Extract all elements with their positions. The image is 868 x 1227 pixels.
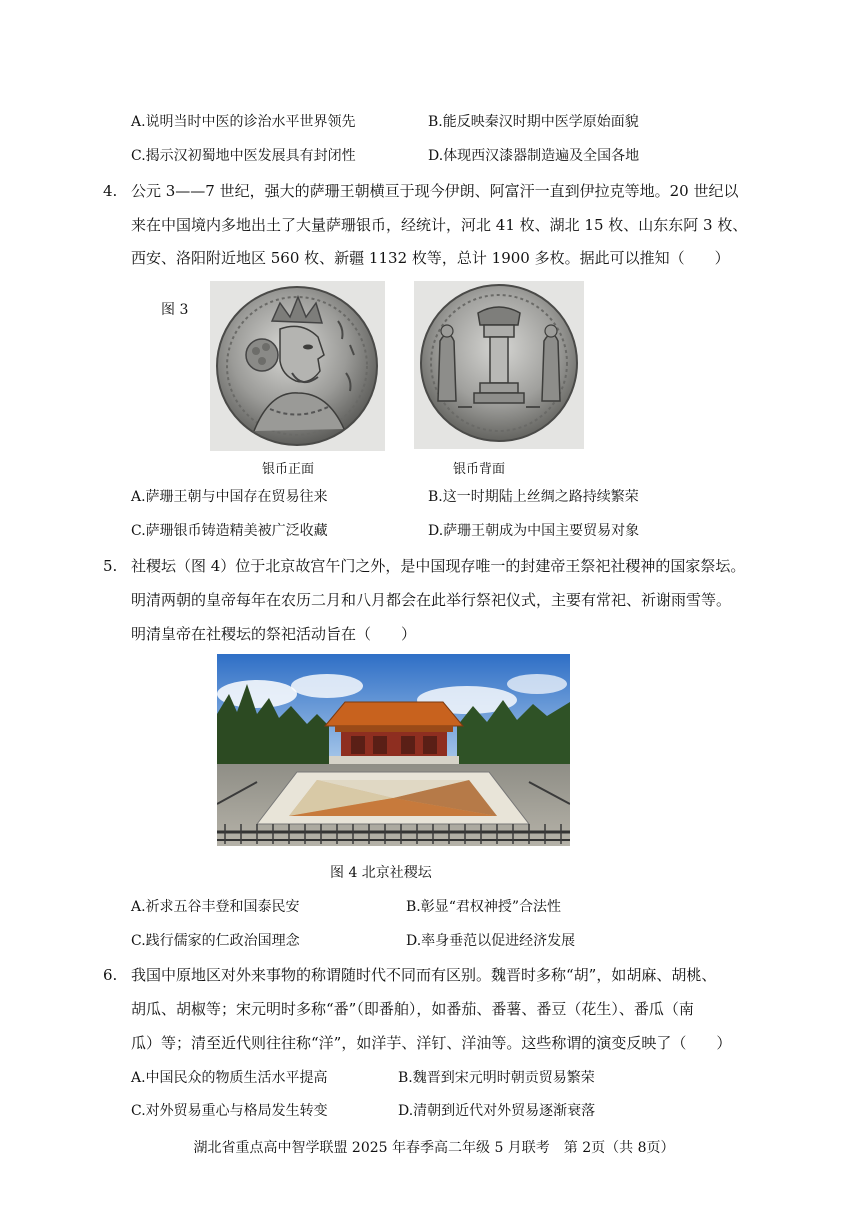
q6-stem-line-2: 胡瓜、胡椒等；宋元明时多称“番”（即番舶），如番茄、番薯、番豆（花生）、番瓜（南 (131, 1000, 694, 1018)
q6-stem-line-1: 我国中原地区对外来事物的称谓随时代不同而有区别。魏晋时多称“胡”，如胡麻、胡桃、 (131, 966, 717, 984)
q6-number: 6. (103, 966, 118, 984)
figure-3-label: 图 3 (161, 302, 189, 318)
q5-number: 5. (103, 557, 118, 575)
q6-option-d: D.清朝到近代对外贸易逐渐衰落 (398, 1103, 596, 1119)
q3-option-a: A.说明当时中医的诊治水平世界领先 (131, 114, 356, 130)
coin-front-caption: 银币正面 (262, 462, 315, 477)
q6-stem-line-3: 瓜）等；清至近代则往往称“洋”，如洋芋、洋钉、洋油等。这些称谓的演变反映了（ ） (131, 1034, 732, 1052)
q5-option-d: D.率身垂范以促进经济发展 (406, 933, 576, 949)
coin-front-drawing (210, 281, 385, 451)
shejitan-photo (217, 654, 570, 846)
q5-option-c: C.践行儒家的仁政治国理念 (131, 933, 300, 949)
shejitan-photo-drawing (217, 654, 570, 846)
q5-stem-line-2: 明清两朝的皇帝每年在农历二月和八月都会在此举行祭祀仪式，主要有常祀、祈谢雨雪等。 (131, 591, 732, 609)
q4-stem-line-3: 西安、洛阳附近地区 560 枚、新疆 1132 枚等，总计 1900 多枚。据此可以推知（ ） (131, 249, 730, 267)
coin-back-caption: 银币背面 (453, 462, 506, 477)
coin-front-image (210, 281, 385, 451)
q5-option-a: A.祈求五谷丰登和国泰民安 (131, 899, 300, 915)
q3-option-c: C.揭示汉初蜀地中医发展具有封闭性 (131, 148, 356, 164)
q4-option-c: C.萨珊银币铸造精美被广泛收藏 (131, 523, 328, 539)
q4-option-b: B.这一时期陆上丝绸之路持续繁荣 (428, 489, 639, 505)
q4-option-a: A.萨珊王朝与中国存在贸易往来 (131, 489, 328, 505)
q3-option-d: D.体现西汉漆器制造遍及全国各地 (428, 148, 640, 164)
q6-option-c: C.对外贸易重心与格局发生转变 (131, 1103, 328, 1119)
page-footer: 湖北省重点高中智学联盟 2025 年春季高二年级 5 月联考 第 2页（共 8页） (193, 1140, 675, 1156)
figure-4-caption: 图 4 北京社稷坛 (330, 865, 432, 881)
q4-option-d: D.萨珊王朝成为中国主要贸易对象 (428, 523, 640, 539)
q6-option-b: B.魏晋到宋元明时朝贡贸易繁荣 (398, 1070, 595, 1086)
coin-back-image (414, 281, 584, 449)
q5-stem-line-1: 社稷坛（图 4）位于北京故宫午门之外，是中国现存唯一的封建帝王祭祀社稷神的国家祭坛。 (131, 557, 746, 575)
q3-option-b: B.能反映秦汉时期中医学原始面貌 (428, 114, 639, 130)
q6-option-a: A.中国民众的物质生活水平提高 (131, 1070, 328, 1086)
q4-stem-line-2: 来在中国境内多地出土了大量萨珊银币，经统计，河北 41 枚、湖北 15 枚、山东东阿 3 枚、 (131, 216, 748, 234)
q5-stem-line-3: 明清皇帝在社稷坛的祭祀活动旨在（ ） (131, 625, 417, 643)
q5-option-b: B.彰显“君权神授”合法性 (406, 899, 562, 915)
q4-number: 4. (103, 182, 118, 200)
coin-back-drawing (414, 281, 584, 449)
q4-stem-line-1: 公元 3——7 世纪，强大的萨珊王朝横亘于现今伊朗、阿富汗一直到伊拉克等地。20 世纪以 (131, 182, 739, 200)
